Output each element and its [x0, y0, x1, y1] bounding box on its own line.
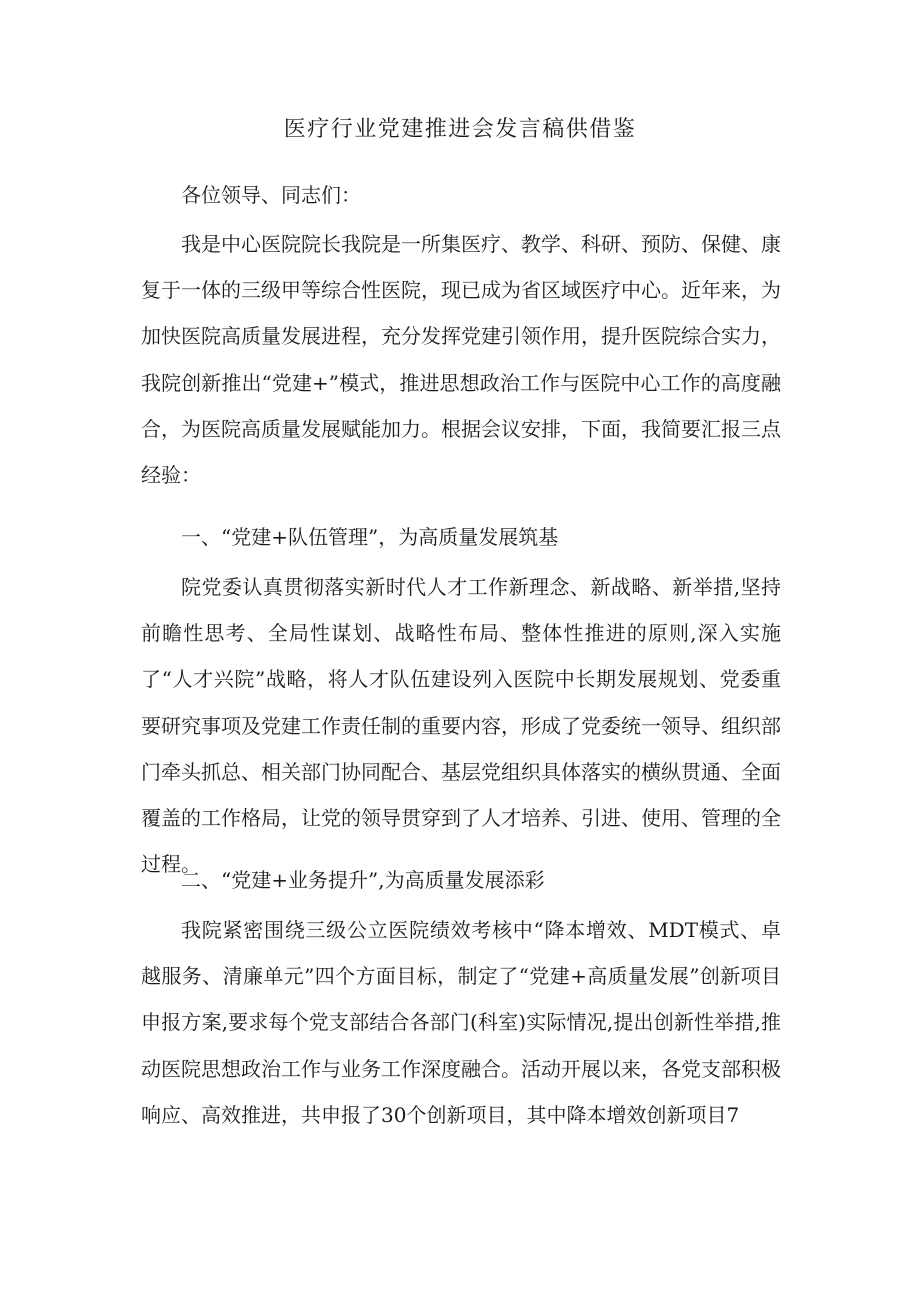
paragraph-intro: 我是中心医院院长我院是一所集医疗、教学、科研、预防、保健、康复于一体的三级甲等综合性医院，现已成为省区域医疗中心。近年来，为加快医院高质量发展进程，充分发挥党建引领作用，提升医院综合实力，我院创新推出“党建+”模式，推进思想政治工作与医院中心工作的高度融合，为医院高质量发展赋能加力。根据会议安排，下面，我简要汇报三点经验：: [141, 232, 781, 488]
document-title: 医疗行业党建推进会发言稿供借鉴: [283, 117, 637, 142]
section-heading-1: 一、“党建+队伍管理”，为高质量发展筑基: [181, 525, 559, 549]
paragraph-section-1: 院党委认真贯彻落实新时代人才工作新理念、新战略、新举措,坚持前瞻性思考、全局性谋划、战略性布局、整体性推进的原则,深入实施了“人才兴院”战略，将人才队伍建设列入医院中长期发展规划、党委重要研究事项及党建工作责任制的重要内容，形成了党委统一领导、组织部门牵头抓总、相关部门协同配合、基层党组织具体落实的横纵贯通、全面覆盖的工作格局，让党的领导贯穿到了人才培养、引进、使用、管理的全过程。: [141, 575, 781, 877]
greeting: 各位领导、同志们：: [181, 183, 361, 207]
paragraph-section-2: 我院紧密围绕三级公立医院绩效考核中“降本增效、MDT模式、卓越服务、清廉单元”四个方面目标，制定了“党建+高质量发展”创新项目申报方案,要求每个党支部结合各部门(科室)实际情况,提出创新性举措,推动医院思想政治工作与业务工作深度融合。活动开展以来，各党支部积极响应、高效推进，共申报了30个创新项目，其中降本增效创新项目7: [141, 918, 781, 1127]
section-heading-2: 二、“党建+业务提升”,为高质量发展添彩: [181, 868, 545, 892]
